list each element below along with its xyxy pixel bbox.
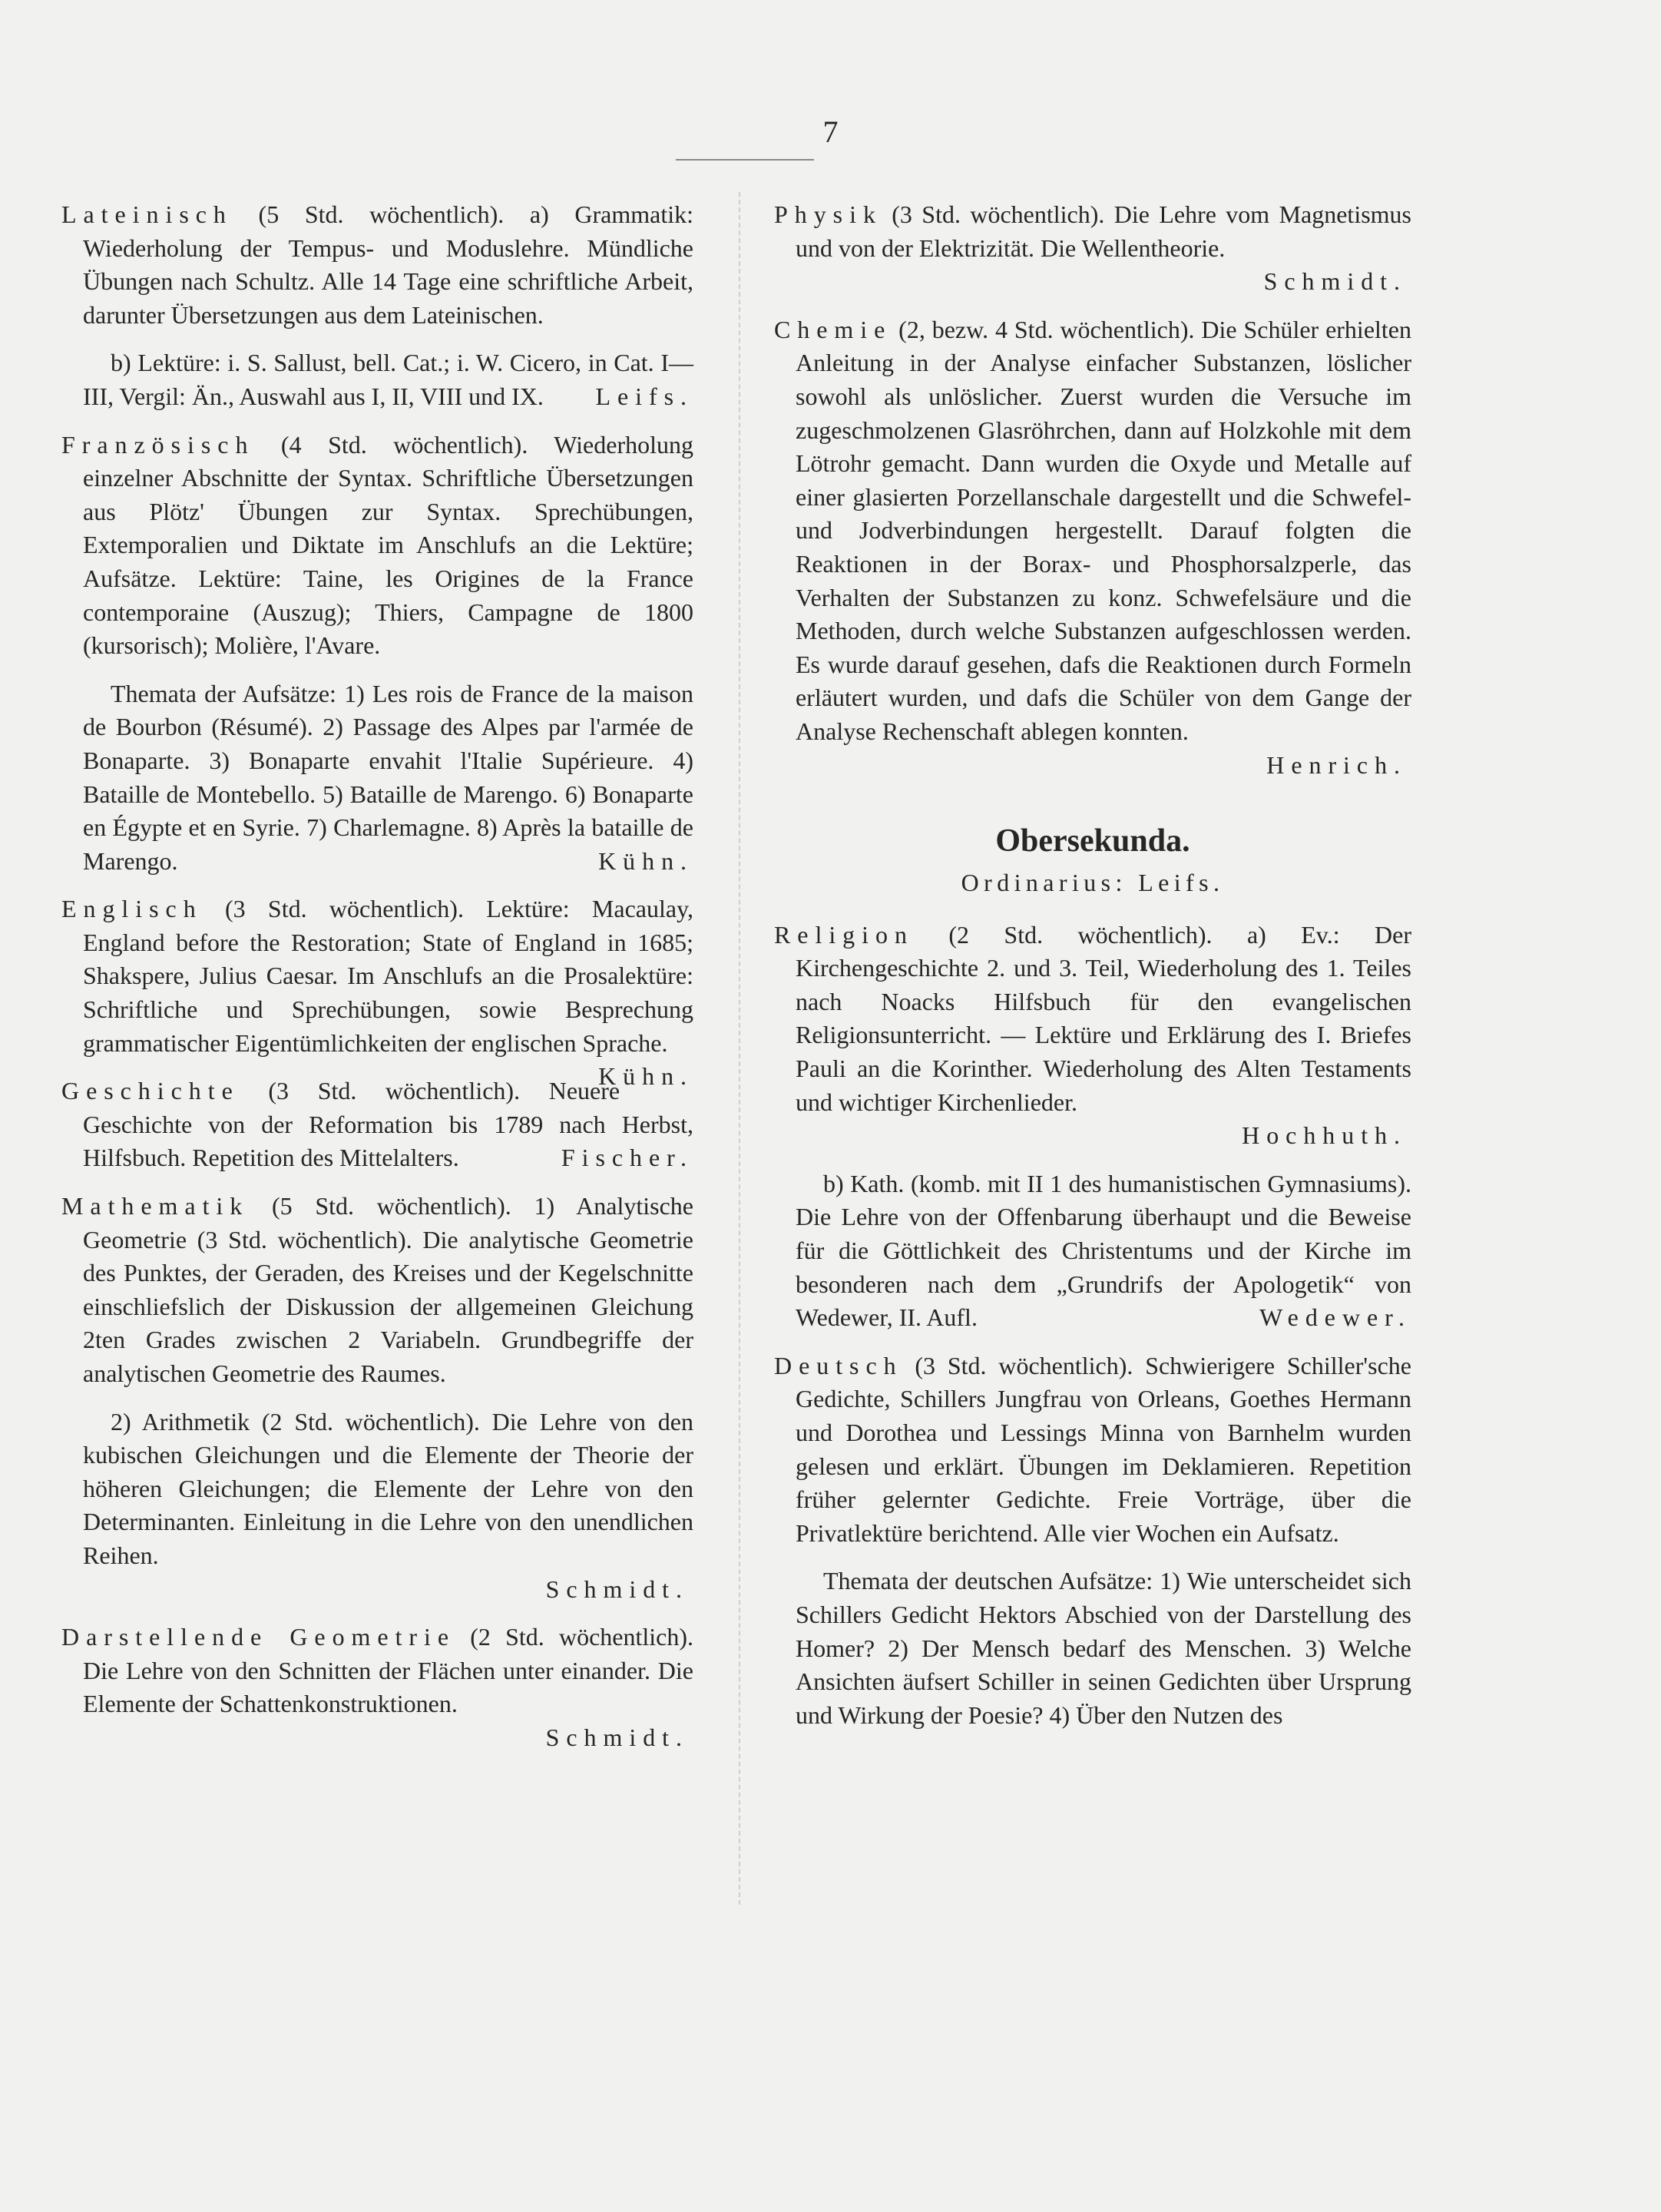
subject-heading: Darstellende Geometrie xyxy=(61,1623,456,1651)
teacher-signature: Henrich. xyxy=(1266,750,1407,779)
teacher-signature: Kühn. xyxy=(598,846,693,875)
subject-heading: Religion xyxy=(774,920,914,949)
subject-heading: Französisch xyxy=(61,430,255,459)
teacher-signature: Schmidt. xyxy=(545,1723,689,1751)
section-text: (5 Std. wöchentlich). 1) Analytische Geometrie (3 Std. wöchentlich). Die analytische Geometrie des Punktes, der Geraden, des Kreises und der Kegelschnitte einschliefslich der Diskussion der allgemeinen Gleichung 2ten Grades zwischen 2 Variabeln. Grundbegriffe der analytischen Geometrie des Raumes. xyxy=(83,1192,693,1387)
teacher-signature: Kühn. xyxy=(598,1062,693,1091)
subject-heading: Mathematik xyxy=(61,1192,250,1220)
paragraph-french-themes xyxy=(61,677,693,879)
subject-heading: Physik xyxy=(774,200,882,228)
section-text: (3 Std. wöchentlich). Schwierigere Schiller'sche Gedichte, Schillers Jungfrau von Orleans, Goethes Hermann und Dorothea und Lessings Minna von Barnhelm wurden gelesen und erklärt. Übungen im Deklamieren. Repetition früher gelernter Gedichte. Freie Vorträge, über die Privatlektüre berichtend. Alle vier Wochen ein Aufsatz. xyxy=(796,1351,1411,1547)
section-text: (2 Std. wöchentlich). Die Lehre von den Schnitten der Flächen unter einander. Die Elemente der Schattenkonstruktionen. xyxy=(83,1623,694,1718)
paragraph-arithmetic xyxy=(61,1406,693,1607)
teacher-signature: Schmidt. xyxy=(545,1575,689,1603)
paragraph-text: b) Lektüre: i. S. Sallust, bell. Cat.; i. W. Cicero, in Cat. I—III, Vergil: Än., Auswahl aus I, II, VIII und IX. xyxy=(83,349,693,410)
section-french xyxy=(61,429,693,663)
section-religion xyxy=(774,919,1411,1153)
subject-heading: Lateinisch xyxy=(61,200,233,228)
section-text: (3 Std. wöchentlich). Die Lehre vom Magnetismus und von der Elektrizität. Die Wellentheorie. xyxy=(796,200,1411,262)
subject-heading: Chemie xyxy=(774,315,892,343)
section-chemistry xyxy=(774,313,1411,782)
section-history xyxy=(61,1075,693,1175)
section-text: (2 Std. wöchentlich). a) Ev.: Der Kirchengeschichte 2. und 3. Teil, Wiederholung des 1. Teiles nach Noacks Hilfsbuch für den evangelischen Religionsunterricht. — Lektüre und Erklärung des I. Briefes Pauli an die Korinther. Wiederholung des Alten Testaments und wichtiger Kirchenlieder. xyxy=(796,920,1411,1116)
paragraph-text: 2) Arithmetik (2 Std. wöchentlich). Die Lehre von den kubischen Gleichungen und die Elemente der Theorie der höheren Gleichungen; die Elemente der Lehre von den Determinanten. Einleitung in die Lehre von den unendlichen Reihen. xyxy=(83,1407,693,1569)
paragraph-text: Themata der Aufsätze: 1) Les rois de France de la maison de Bourbon (Résumé). 2) Passage des Alpes par l'armée de Bonaparte. 3) Bonaparte envahit l'Italie Supérieure. 4) Bataille de Montebello. 5) Bataille de Marengo. 6) Bonaparte en Égypte et en Syrie. 7) Charlemagne. 8) Après la bataille de Marengo. xyxy=(83,679,693,875)
paragraph-german-themes xyxy=(774,1565,1411,1732)
column-divider xyxy=(739,192,740,1905)
teacher-signature: Leifs. xyxy=(595,382,693,410)
paragraph-text: Themata der deutschen Aufsätze: 1) Wie unterscheidet sich Schillers Gedicht Hektors Abschied von der Darstellung des Homer? 2) Der Mensch bedarf des Menschen. 3) Welche Ansichten äufsert Schiller in seinen Gedichten über Ursprung und Wirkung der Poesie? 4) Über den Nutzen des xyxy=(796,1567,1411,1729)
section-text: (3 Std. wöchentlich). Lektüre: Macaulay, England before the Restoration; State of England in 1685; Shakspere, Julius Caesar. Im Anschlufs an die Prosalektüre: Schriftliche und Sprechübungen, sowie Besprechung grammatischer Eigentümlichkeiten der englischen Sprache. xyxy=(83,895,693,1057)
section-latin xyxy=(61,198,693,332)
section-physics xyxy=(774,198,1411,299)
section-mathematics xyxy=(61,1190,693,1391)
subject-heading: Englisch xyxy=(61,895,203,923)
paragraph-latin-reading xyxy=(61,346,693,413)
header-rule xyxy=(676,159,814,161)
page-number: 7 xyxy=(822,114,839,149)
class-heading: Obersekunda. xyxy=(995,823,1190,859)
subject-heading: Geschichte xyxy=(61,1077,240,1105)
teacher-signature: Wedewer. xyxy=(1259,1303,1411,1332)
paragraph-text: b) Kath. (komb. mit II 1 des humanistischen Gymnasiums). Die Lehre von der Offenbarung überhaupt und die Beweise für die Göttlichkeit des Christentums und der Kirche im besonderen nach dem „Grundrifs der Apologetik“ von Wedewer, II. Aufl. xyxy=(796,1169,1411,1332)
subject-heading: Deutsch xyxy=(774,1351,903,1379)
teacher-signature: Hochhuth. xyxy=(1242,1121,1407,1150)
left-column xyxy=(61,198,693,1770)
section-text: (4 Std. wöchentlich). Wiederholung einzelner Abschnitte der Syntax. Schriftliche Übersetzungen aus Plötz' Übungen zur Syntax. Sprechübungen, Extemporalien und Diktate im Anschlufs an die Lektüre; Aufsätze. Lektüre: Taine, les Origines de la France contemporaine (Auszug); Thiers, Campagne de 1800 (kursorisch); Molière, l'Avare. xyxy=(83,430,693,660)
teacher-signature: Schmidt. xyxy=(1263,267,1407,296)
section-descriptive-geometry xyxy=(61,1621,693,1754)
paragraph-religion-catholic xyxy=(774,1167,1411,1335)
right-column xyxy=(774,198,1411,1747)
section-text: (2, bezw. 4 Std. wöchentlich). Die Schüler erhielten Anleitung in der Analyse einfacher Substanzen, löslicher sowohl als unlöslicher. Zuerst wurden die Versuche im zugeschmolzenen Glasröhrchen, dann auf Holzkohle mit dem Lötrohr gemacht. Dann wurden die Oxyde und Metalle auf einer glasierten Porzellanschale dargestellt und die Schwefel- und Jodverbindungen hergestellt. Darauf folgten die Reaktionen in der Borax- und Phosphorsalzperle, das Verhalten der Substanzen zu konz. Schwefelsäure und die Methoden, durch welche Substanzen aufgeschlossen werden. Es wurde darauf gesehen, dafs die Reaktionen durch Formeln erläutert wurden, und dafs die Schüler von dem Gange der Analyse Rechenschaft ablegen konnten. xyxy=(796,315,1411,745)
section-text: (3 Std. wöchentlich). Neuere Geschichte von der Reformation bis 1789 nach Herbst, Hilfsbuch. Repetition des Mittelalters. xyxy=(83,1077,693,1172)
teacher-signature: Fischer. xyxy=(561,1144,693,1172)
class-ordinarius: Ordinarius: Leifs. xyxy=(961,869,1225,897)
section-text: (5 Std. wöchentlich). a) Grammatik: Wiederholung der Tempus- und Moduslehre. Mündliche Übungen nach Schultz. Alle 14 Tage eine schriftliche Arbeit, darunter Übersetzungen aus dem Lateinischen. xyxy=(83,200,693,329)
section-german xyxy=(774,1349,1411,1551)
